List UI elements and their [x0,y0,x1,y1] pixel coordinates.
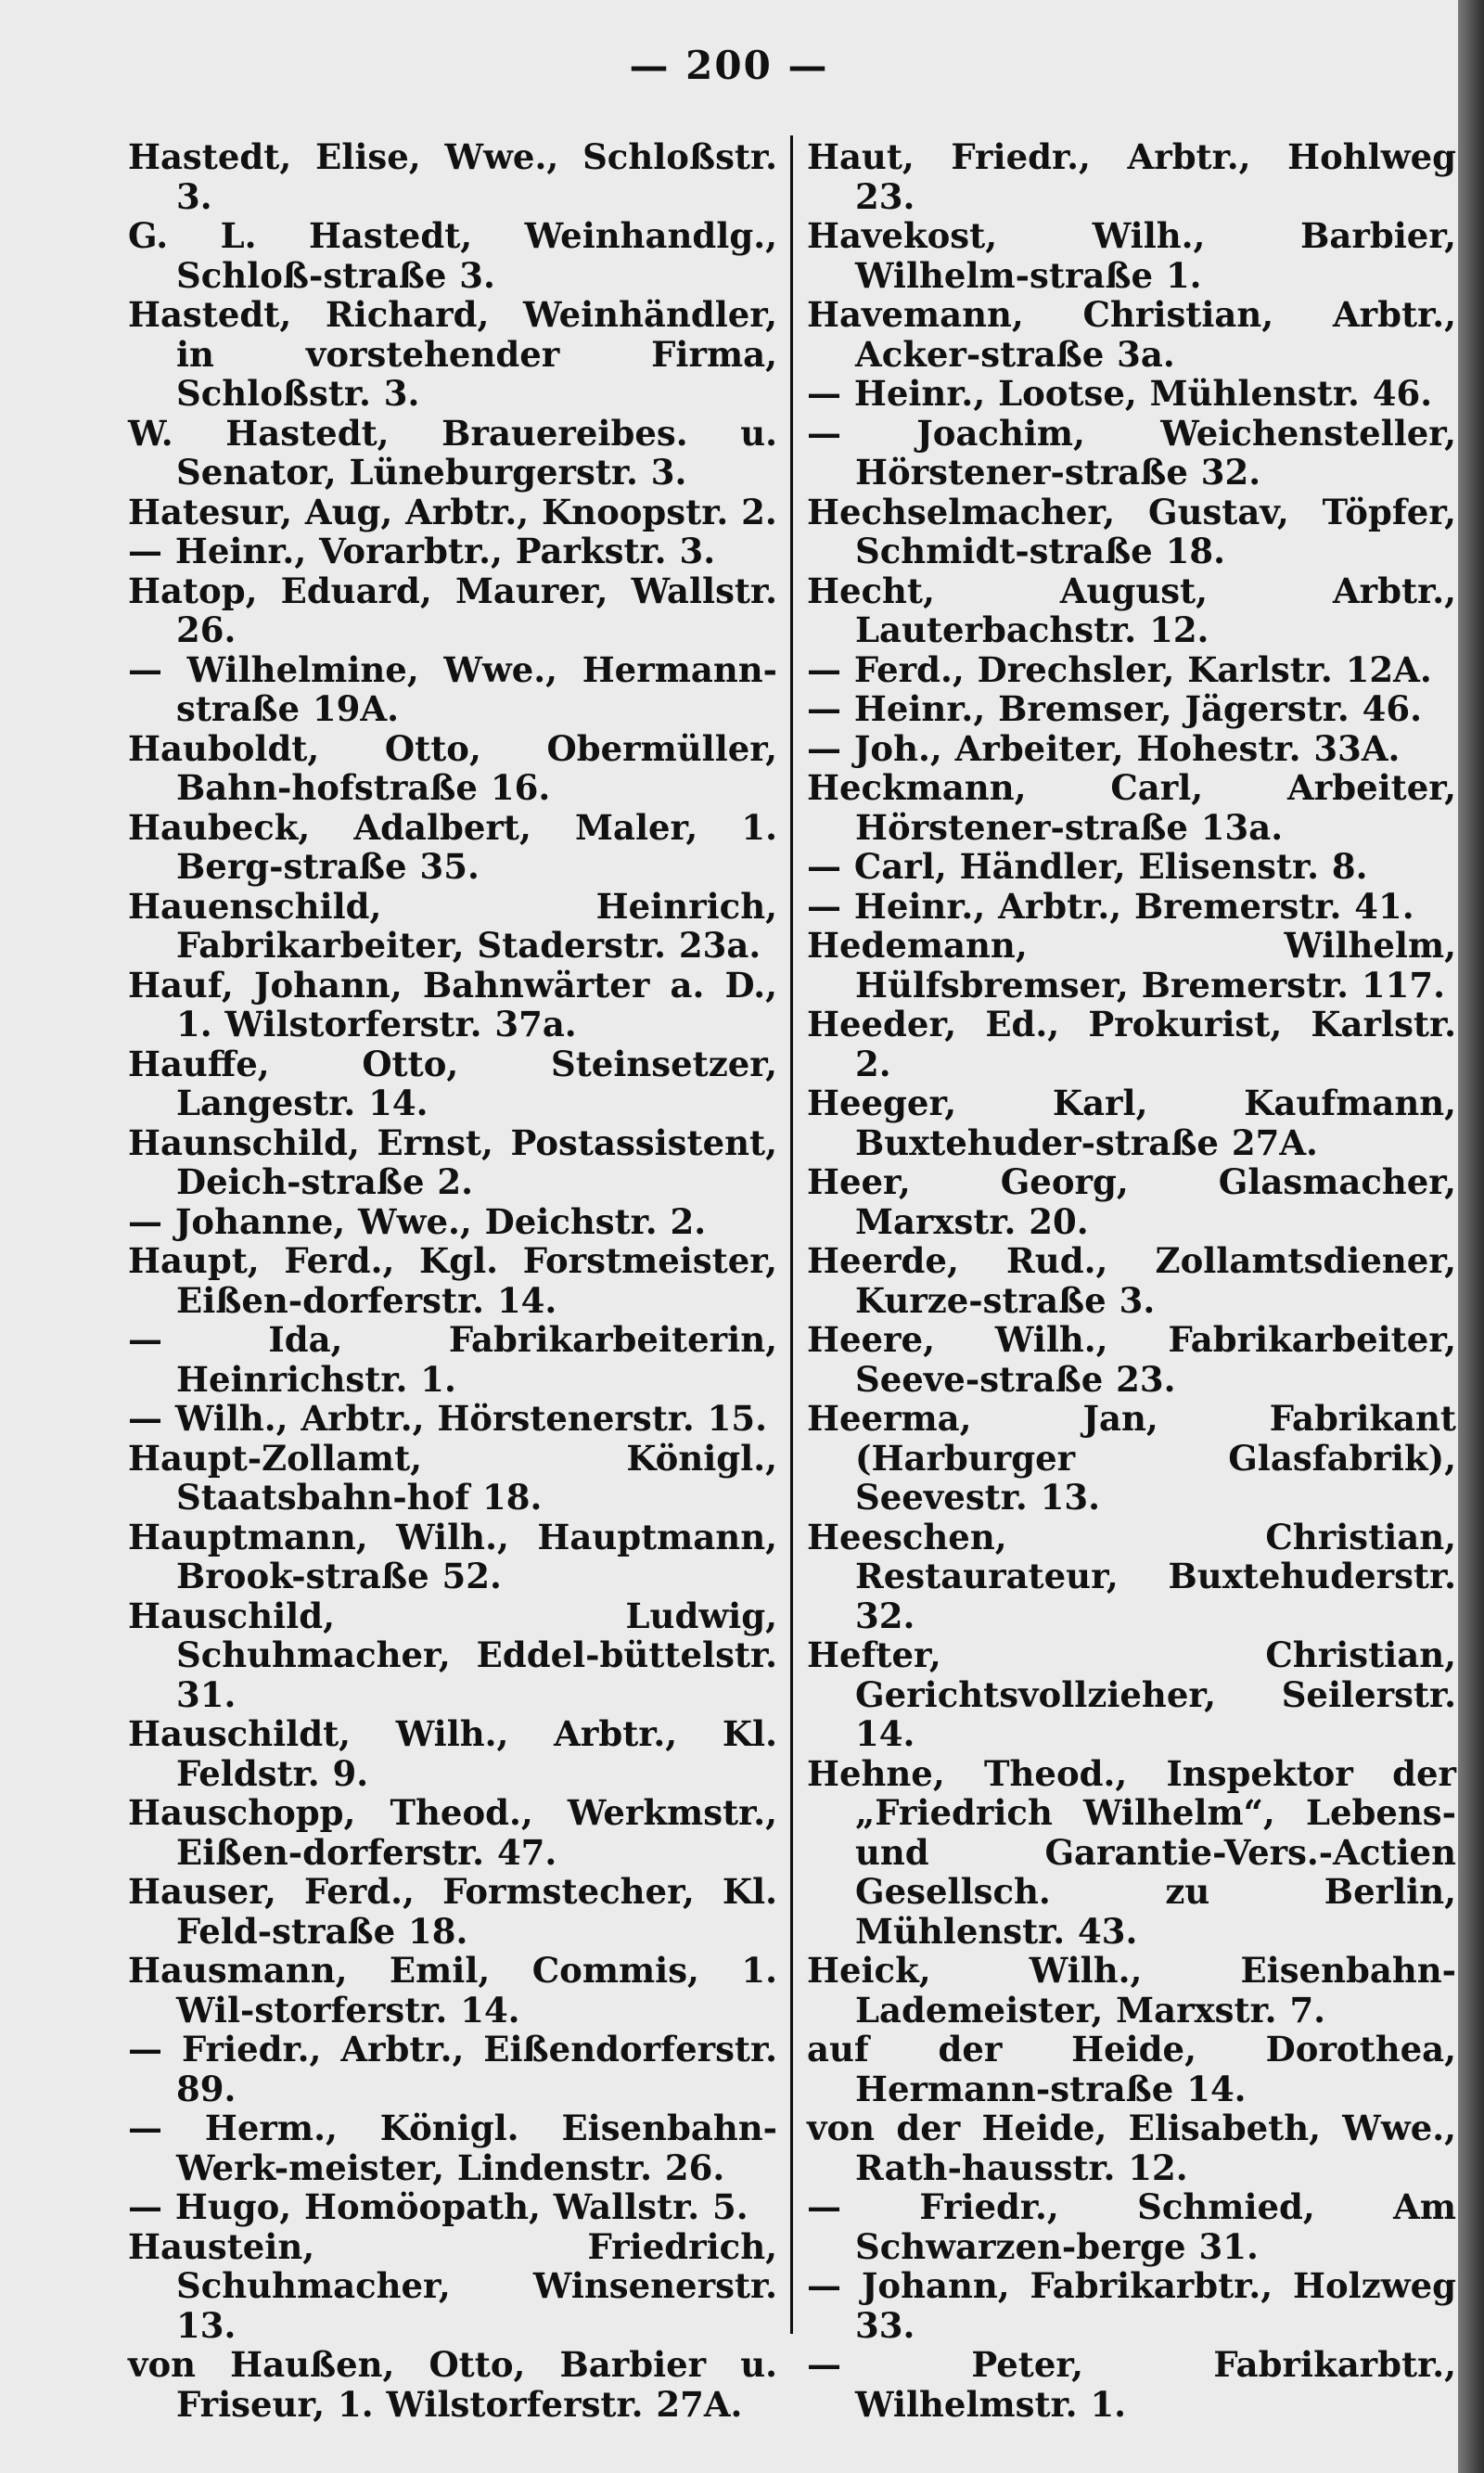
directory-entry: Heerma, Jan, Fabrikant (Harburger Glasfabrik), Seevestr. 13. [807,1398,1456,1518]
directory-entry: Haupt, Ferd., Kgl. Forstmeister, Eißen-dorferstr. 14. [128,1240,777,1321]
directory-entry: — Heinr., Vorarbtr., Parkstr. 3. [128,531,716,571]
directory-entry: von Haußen, Otto, Barbier u. Friseur, 1. Wilstorferstr. 27A. [128,2344,777,2425]
directory-entry: — Joh., Arbeiter, Hohestr. 33A. [807,727,1401,769]
directory-entry: Heere, Wilh., Fabrikarbeiter, Seeve-straße 23. [807,1319,1456,1400]
directory-entry: Heeger, Karl, Kaufmann, Buxtehuder-straße 27A. [807,1083,1456,1163]
directory-entry: Hauf, Johann, Bahnwärter a. D., 1. Wilstorferstr. 37a. [128,964,777,1044]
directory-entry: — Heinr., Lootse, Mühlenstr. 46. [807,373,1433,414]
directory-entry: Hauffe, Otto, Steinsetzer, Langestr. 14. [128,1043,777,1123]
column-divider [790,135,793,2334]
directory-entry: Havekost, Wilh., Barbier, Wilhelm-straße 1. [807,215,1456,296]
directory-entry: Heer, Georg, Glasmacher, Marxstr. 20. [807,1161,1456,1242]
directory-entry: von der Heide, Elisabeth, Wwe., Rath-hausstr. 12. [807,2108,1456,2188]
directory-entry: — Wilhelmine, Wwe., Hermann-straße 19A. [128,648,777,729]
directory-entry: Hatop, Eduard, Maurer, Wallstr. 26. [128,570,777,650]
directory-entry: — Johann, Fabrikarbtr., Holzweg 33. [807,2265,1456,2346]
directory-entry: Haunschild, Ernst, Postassistent, Deich-straße 2. [128,1121,777,1202]
directory-entry: — Ida, Fabrikarbeiterin, Heinrichstr. 1. [128,1319,777,1400]
directory-entry: Hecht, August, Arbtr., Lauterbachstr. 12. [807,570,1456,650]
directory-entry: auf der Heide, Dorothea, Hermann-straße 14. [807,2029,1456,2109]
directory-entry: Hauschopp, Theod., Werkmstr., Eißen-dorferstr. 47. [128,1792,777,1873]
right-column [807,137,1456,2424]
directory-entry: Heeschen, Christian, Restaurateur, Buxtehuderstr. 32. [807,1516,1456,1636]
directory-entry: Hechselmacher, Gustav, Töpfer, Schmidt-straße 18. [807,491,1456,571]
directory-entry: Haupt-Zollamt, Königl., Staatsbahn-hof 18. [128,1437,777,1518]
directory-entry: Haut, Friedr., Arbtr., Hohlweg 23. [807,136,1456,217]
directory-entry: W. Hastedt, Brauereibes. u. Senator, Lüneburgerstr. 3. [128,412,777,493]
directory-entry: — Wilh., Arbtr., Hörstenerstr. 15. [128,1398,768,1439]
directory-entry: — Hugo, Homöopath, Wallstr. 5. [128,2186,748,2227]
directory-entry: Hauenschild, Heinrich, Fabrikarbeiter, Staderstr. 23a. [128,885,777,966]
directory-entry: Havemann, Christian, Arbtr., Acker-straße 3a. [807,294,1456,375]
directory-entry: — Friedr., Schmied, Am Schwarzen-berge 31. [807,2186,1456,2267]
directory-entry: Hefter, Christian, Gerichtsvollzieher, Seilerstr. 14. [807,1634,1456,1754]
directory-entry: — Johanne, Wwe., Deichstr. 2. [128,1200,707,1242]
directory-entry: — Heinr., Bremser, Jägerstr. 46. [807,688,1423,729]
directory-entry: Hauser, Ferd., Formstecher, Kl. Feld-straße 18. [128,1871,777,1952]
directory-entry: — Joachim, Weichensteller, Hörstener-straße 32. [807,412,1456,493]
directory-entry: Hehne, Theod., Inspektor der „Friedrich Wilhelm“, Lebens- und Garantie-Vers.-Actien Gesellsch. zu Berlin, Mühlenstr. 43. [807,1752,1456,1952]
directory-entry: Hauschildt, Wilh., Arbtr., Kl. Feldstr. 9. [128,1713,777,1794]
directory-entry: Hauschild, Ludwig, Schuhmacher, Eddel-büttelstr. 31. [128,1595,777,1715]
directory-entry: Hauptmann, Wilh., Hauptmann, Brook-straße 52. [128,1516,777,1596]
directory-entry: Hedemann, Wilhelm, Hülfsbremser, Bremerstr. 117. [807,925,1456,1006]
directory-entry: Hastedt, Richard, Weinhändler, in vorstehender Firma, Schloßstr. 3. [128,294,777,414]
directory-entry: Hastedt, Elise, Wwe., Schloßstr. 3. [128,136,777,217]
directory-entry: — Herm., Königl. Eisenbahn-Werk-meister, Lindenstr. 26. [128,2108,777,2188]
directory-entry: Heckmann, Carl, Arbeiter, Hörstener-straße 13a. [807,767,1456,848]
directory-entry: Haustein, Friedrich, Schuhmacher, Winsenerstr. 13. [128,2225,777,2346]
directory-entry: Haubeck, Adalbert, Maler, 1. Berg-straße 35. [128,806,777,887]
directory-entry: Heerde, Rud., Zollamtsdiener, Kurze-straße 3. [807,1240,1456,1321]
directory-entry: Hauboldt, Otto, Obermüller, Bahn-hofstraße 16. [128,727,777,808]
page-edge-shadow [1458,0,1484,2473]
page-number: — 200 — [629,43,829,88]
left-column [128,137,777,2424]
directory-entry: Heick, Wilh., Eisenbahn-Lademeister, Marxstr. 7. [807,1950,1456,2031]
directory-entry: — Ferd., Drechsler, Karlstr. 12A. [807,648,1432,690]
directory-entry: Hausmann, Emil, Commis, 1. Wil-storferstr. 14. [128,1950,777,2031]
directory-entry: — Peter, Fabrikarbtr., Wilhelmstr. 1. [807,2344,1456,2425]
directory-entry: Heeder, Ed., Prokurist, Karlstr. 2. [807,1004,1456,1084]
directory-entry: Hatesur, Aug, Arbtr., Knoopstr. 2. [128,491,777,532]
directory-entry: G. L. Hastedt, Weinhandlg., Schloß-straße 3. [128,215,777,296]
directory-entry: — Heinr., Arbtr., Bremerstr. 41. [807,885,1414,927]
directory-entry: — Carl, Händler, Elisenstr. 8. [807,846,1368,887]
directory-entry: — Friedr., Arbtr., Eißendorferstr. 89. [128,2029,777,2109]
